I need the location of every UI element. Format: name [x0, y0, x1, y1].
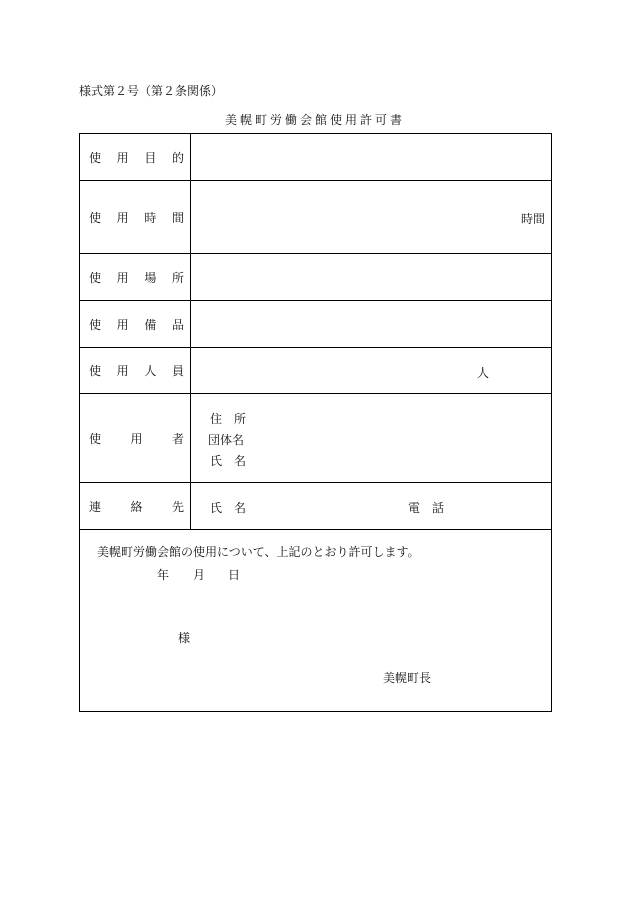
date-month-label[interactable]: 月 — [193, 568, 206, 582]
hours-unit: 時間 — [520, 212, 545, 226]
label-place: 使 用 場 所 — [89, 270, 184, 285]
purpose-field[interactable] — [191, 134, 551, 180]
label-time: 使 用 時 間 — [89, 210, 184, 225]
label-cell-purpose — [80, 134, 191, 180]
label-cell-people — [80, 348, 191, 393]
contact-field — [191, 483, 551, 529]
label-contact: 連 絡 先 — [89, 499, 184, 514]
label-people: 使 用 人 員 — [89, 364, 184, 378]
label-cell-contact — [80, 483, 191, 529]
contact-phone-label[interactable]: 電 話 — [408, 501, 444, 515]
permit-statement: 美幌町労働会館の使用について、上記のとおり許可します。 — [97, 545, 420, 559]
permit-form-table — [79, 133, 552, 712]
label-cell-time — [80, 181, 191, 253]
row-purpose — [80, 134, 551, 181]
document-title: 美幌町労働会館使用許可書 — [224, 113, 405, 127]
user-address-label[interactable]: 住 所 — [210, 412, 246, 426]
date-year-label[interactable]: 年 — [157, 568, 170, 582]
row-time — [80, 181, 551, 254]
equipment-field[interactable] — [191, 301, 551, 347]
permit-section — [80, 530, 551, 711]
row-user — [80, 394, 551, 483]
label-cell-place — [80, 254, 191, 300]
contact-name-label[interactable]: 氏 名 — [210, 501, 246, 515]
row-place — [80, 254, 551, 301]
label-cell-equipment — [80, 301, 191, 347]
label-user: 使 用 者 — [89, 431, 184, 446]
issuer-name: 美幌町長 — [383, 671, 432, 685]
people-field[interactable] — [191, 348, 551, 393]
label-cell-user — [80, 394, 191, 482]
people-unit: 人 — [477, 366, 490, 380]
row-people — [80, 348, 551, 394]
user-group-label[interactable]: 団体名 — [208, 433, 245, 447]
date-day-label[interactable]: 日 — [228, 568, 241, 582]
row-contact — [80, 483, 551, 530]
label-equipment: 使 用 備 品 — [89, 317, 184, 332]
place-field[interactable] — [191, 254, 551, 300]
label-purpose: 使 用 目 的 — [89, 150, 184, 165]
user-field — [191, 394, 551, 482]
form-number: 様式第２号（第２条関係） — [79, 84, 224, 98]
time-field[interactable] — [191, 181, 551, 253]
user-name-label[interactable]: 氏 名 — [210, 454, 246, 468]
row-equipment — [80, 301, 551, 348]
addressee-suffix: 様 — [178, 631, 191, 645]
